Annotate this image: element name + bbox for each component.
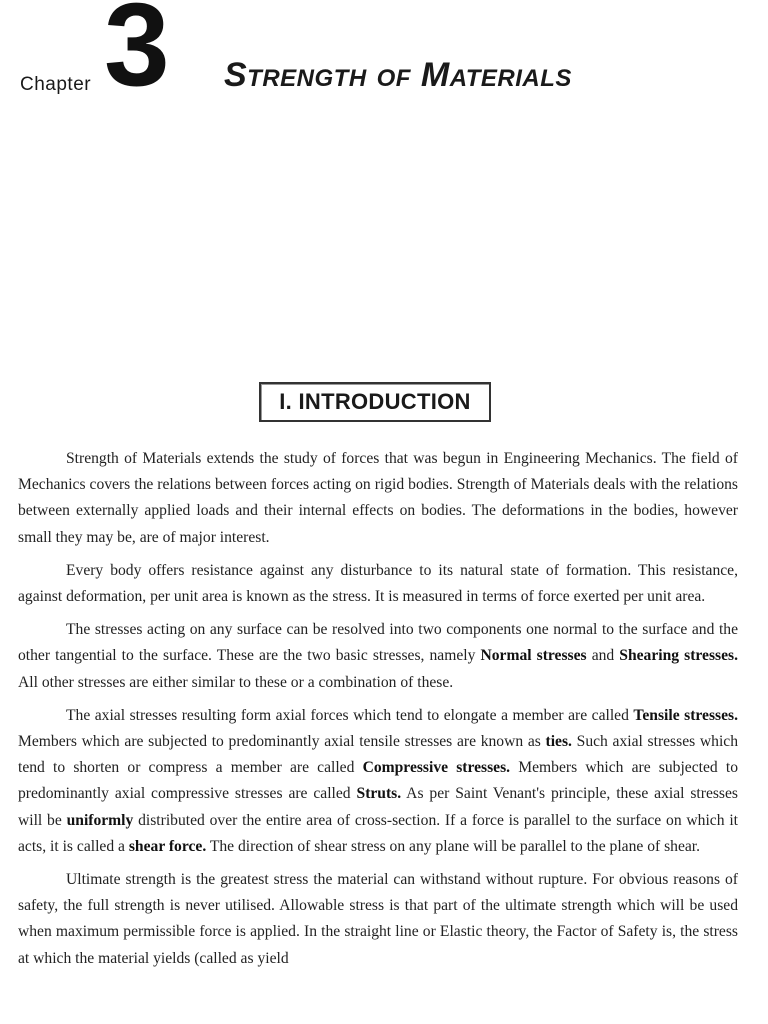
term-shearing-stresses: Shearing stresses.	[619, 647, 738, 665]
p4-text-a: The axial stresses resulting form axial forces which tend to elongate a member are called	[66, 706, 634, 724]
term-tensile-stresses: Tensile stresses.	[633, 706, 739, 724]
section-heading-text: I. INTRODUCTION	[279, 389, 471, 414]
term-compressive-stresses: Compressive stresses.	[362, 759, 511, 777]
p4-text-c: Members which are subjected to predominantly axial tensile stresses are known as	[18, 733, 546, 751]
term-shear-force: shear force.	[128, 837, 207, 855]
term-normal-stresses: Normal stresses	[480, 647, 587, 665]
paragraph-2: Every body offers resistance against any disturbance to its natural state of formation. This resistance, against deformation, per unit area is known as the stress. It is measured in terms of force exerted per unit area.	[18, 561, 738, 606]
paragraph-4	[18, 703, 738, 860]
paragraph-3	[18, 617, 738, 696]
paragraph-5: Ultimate strength is the greatest stress the material can withstand without rupture. For obvious reasons of safety, the full strength is never utilised. Allowable stress is that part of the ultimate strength which will be used when maximum permissible force is applied. In the straight line or Elastic theory, the Factor of Safety is, the stress at which the material yields (called as yield	[18, 871, 738, 967]
p4-text-g: Members which are subjected to predominantly axial compressive stresses are called	[18, 759, 738, 803]
term-uniformly: uniformly	[66, 811, 134, 829]
p3-text-c: and	[586, 647, 620, 665]
p4-text-k: distributed over the entire area of cross-section. If a force is parallel to the surface on which it acts, it is called a	[18, 811, 738, 855]
chapter-number: 3	[104, 0, 170, 111]
p4-text-m: The direction of shear stress on any plane will be parallel to the plane of shear.	[206, 837, 701, 855]
p4-text-i: As per Saint Venant's principle, these axial stresses will be	[18, 785, 738, 829]
section-heading	[259, 382, 491, 422]
p4-text-e: Such axial stresses which tend to shorten or compress a member are called	[18, 733, 738, 777]
chapter-header	[18, 0, 758, 120]
term-struts: Struts.	[356, 785, 402, 803]
p3-text-a: The stresses acting on any surface can be resolved into two components one normal to the surface and the other tangential to the surface. These are the two basic stresses, namely	[18, 621, 738, 665]
p3-text-e: All other stresses are either similar to these or a combination of these.	[18, 673, 454, 691]
term-ties: ties.	[545, 733, 572, 751]
chapter-title: Strength of Materials	[224, 56, 572, 94]
chapter-label: Chapter	[20, 74, 92, 95]
paragraph-1: Strength of Materials extends the study of forces that was begun in Engineering Mechanics. The field of Mechanics covers the relations between forces acting on rigid bodies. Strength of Materials deals with the relations between externally applied loads and their internal effects on bodies. The deformations in the bodies, however small they may be, are of major interest.	[18, 450, 738, 546]
body-text	[18, 446, 738, 979]
